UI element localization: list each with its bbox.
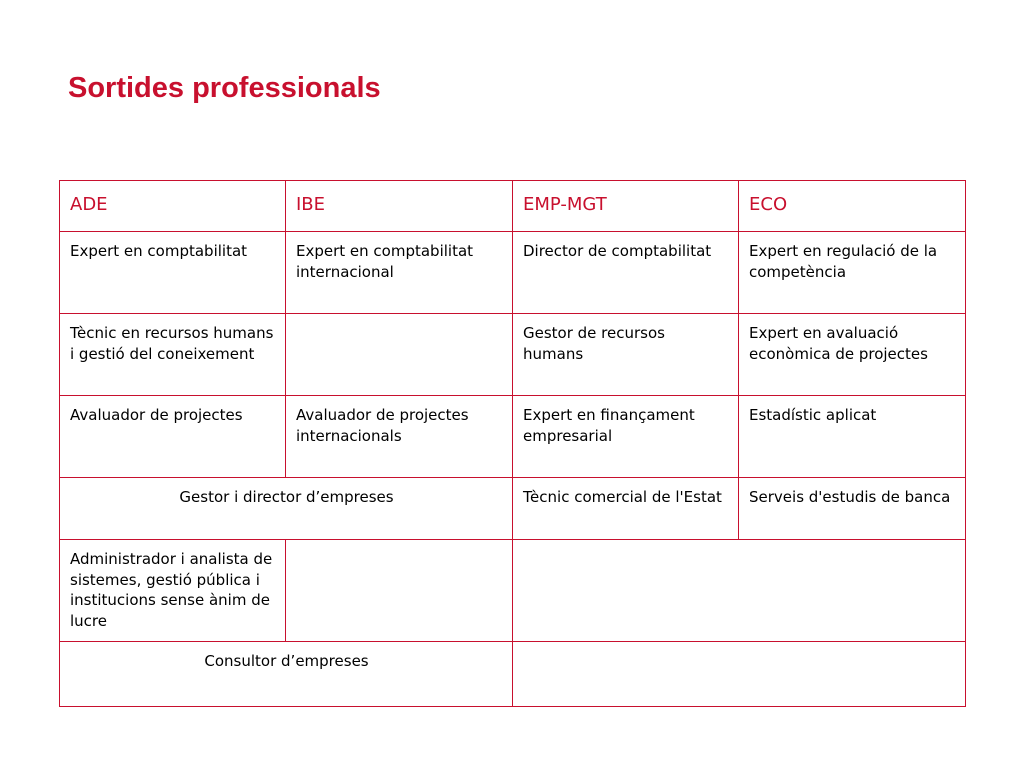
table-row [60,396,966,478]
column-header-emp-mgt: EMP-MGT [513,181,739,232]
table-row [60,314,966,396]
table-row [60,540,966,642]
table-cell: Gestor de recursos humans [513,314,739,396]
table-cell: Expert en comptabilitat [60,232,286,314]
table-cell: Tècnic en recursos humans i gestió del coneixement [60,314,286,396]
table-cell: Serveis d'estudis de banca [739,478,966,540]
table-cell-empty-merged [513,540,966,642]
table-cell-empty [286,314,513,396]
table-cell: Estadístic aplicat [739,396,966,478]
table-cell: Expert en finançament empresarial [513,396,739,478]
table-cell: Avaluador de projectes [60,396,286,478]
column-header-ade: ADE [60,181,286,232]
table-cell-merged: Consultor d’empreses [60,642,513,707]
career-table [59,180,966,707]
page-title: Sortides professionals [68,72,381,104]
table-cell-empty-merged [513,642,966,707]
table-cell: Director de comptabilitat [513,232,739,314]
table-cell: Tècnic comercial de l'Estat [513,478,739,540]
table-cell: Expert en avaluació econòmica de projectes [739,314,966,396]
column-header-ibe: IBE [286,181,513,232]
column-header-eco: ECO [739,181,966,232]
table-cell: Administrador i analista de sistemes, gestió pública i institucions sense ànim de lucre [60,540,286,642]
table-cell-merged: Gestor i director d’empreses [60,478,513,540]
table-cell: Avaluador de projectes internacionals [286,396,513,478]
table-row [60,478,966,540]
table-header-row [60,181,966,232]
table-cell: Expert en comptabilitat internacional [286,232,513,314]
table-row [60,232,966,314]
table-cell: Expert en regulació de la competència [739,232,966,314]
table-row [60,642,966,707]
table-cell-empty [286,540,513,642]
